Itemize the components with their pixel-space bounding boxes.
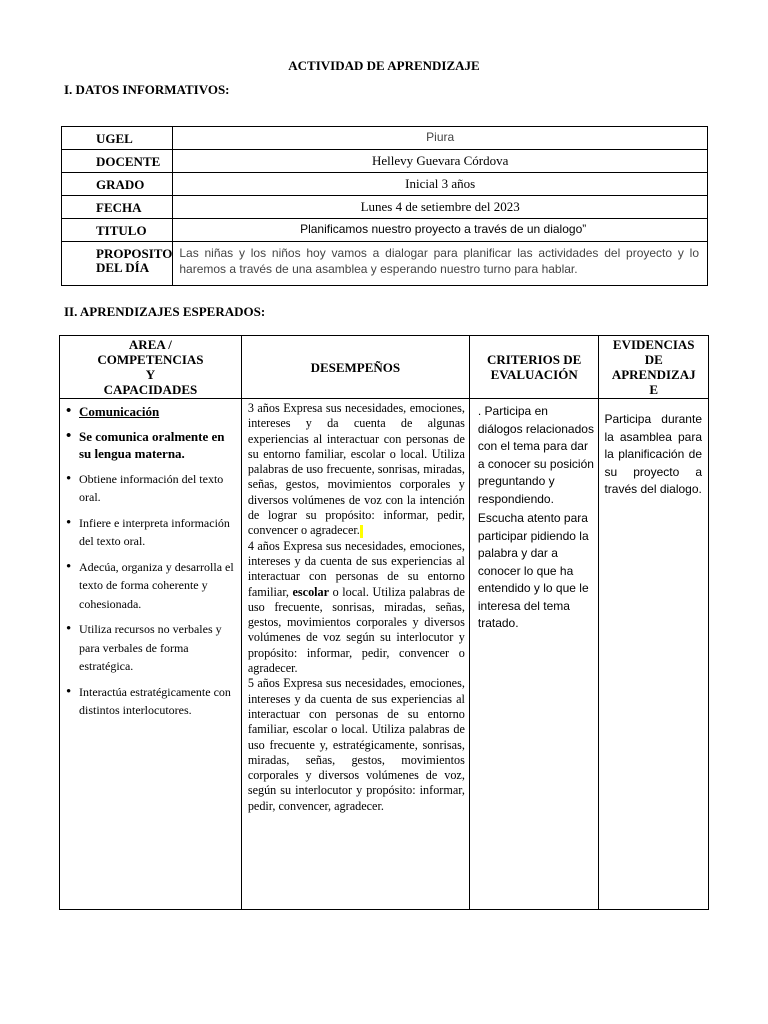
document-title: ACTIVIDAD DE APRENDIZAJE — [288, 58, 480, 73]
highlight-mark — [360, 525, 363, 538]
info-row-titulo — [62, 219, 708, 242]
capacidad-item: • Obtiene información del texto oral. — [66, 470, 237, 507]
info-value: Piura — [173, 127, 708, 150]
info-value: Inicial 3 años — [173, 173, 708, 196]
info-value: Planificamos nuestro proyecto a través de un dialogo” — [173, 219, 708, 242]
evidencias-cell — [599, 399, 709, 910]
desempenos-cell — [241, 399, 469, 910]
info-row-ugel — [62, 127, 708, 150]
info-table — [61, 126, 708, 286]
area-cell — [60, 399, 242, 910]
info-row-docente — [62, 150, 708, 173]
desempeno-4-anos: 4 años Expresa sus necesidades, emociones, intereses y da cuenta de sus experiencias al interactuar con personas de su entorno familiar, escolar o local. Utiliza palabras de uso frecuente, sonrisas, miradas, señas, gestos, movimientos corporales y diversos volúmenes de voz según su interlocutor y propósito: informar, pedir, convencer o agradecer. — [247, 538, 465, 676]
info-label: PROPOSITO DEL DÍA — [62, 242, 173, 286]
info-label: TITULO — [62, 219, 173, 242]
info-value: Hellevy Guevara Córdova — [173, 150, 708, 173]
info-value: Lunes 4 de setiembre del 2023 — [173, 196, 708, 219]
evidencia-text: Participa durante la asamblea para la planificación de su proyecto a través del dialogo. — [604, 412, 702, 496]
section-datos-informativos: I. DATOS INFORMATIVOS: — [64, 82, 230, 97]
area-name: • Comunicación — [66, 403, 237, 421]
info-value: Las niñas y los niños hoy vamos a dialogar para planificar las actividades del proyecto y lo haremos a través de una asamblea y esperando nuestro turno para hablar. — [173, 242, 708, 286]
capacidad-item: • Utiliza recursos no verbales y para verbales de forma estratégica. — [66, 620, 237, 676]
area-list — [66, 403, 237, 720]
criterio-item: . Participa en diálogos relacionados con el tema para dar a conocer su posición preguntando y respondiendo. — [477, 404, 594, 506]
info-label: FECHA — [62, 196, 173, 219]
learning-body-row — [60, 399, 709, 910]
learning-table — [59, 335, 709, 910]
learning-header-row — [60, 336, 709, 399]
info-row-grado — [62, 173, 708, 196]
info-row-fecha — [62, 196, 708, 219]
header-criterios: CRITERIOS DE EVALUACIÓN — [469, 336, 599, 399]
header-desempenos: DESEMPEÑOS — [241, 336, 469, 399]
info-label: DOCENTE — [62, 150, 173, 173]
desempeno-3-anos: 3 años Expresa sus necesidades, emociones, intereses y da cuenta de algunas experiencias al interactuar con personas de su entorno familiar, escolar o local. Utiliza palabras de uso frecuente, sonrisas, miradas, señas, gestos, movimientos corporales y diversos volúmenes de voz con la intención de lograr su propósito: informar, pedir, convencer o agradecer. — [247, 401, 465, 538]
capacidad-item: • Infiere e interpreta información del texto oral. — [66, 514, 237, 551]
criterios-cell — [469, 399, 599, 910]
info-row-proposito — [62, 242, 708, 286]
capacidad-item: • Adecúa, organiza y desarrolla el texto de forma coherente y cohesionada. — [66, 558, 237, 614]
desempeno-5-anos: 5 años Expresa sus necesidades, emociones, intereses y da cuenta de sus experiencias al interactuar con personas de su entorno familiar, escolar o local. Utiliza palabras de uso frecuente y, estratégicamente, sonrisas, miradas, señas, gestos, movimientos corporales y diversos volúmenes de voz, según su interlocutor y propósito: informar, pedir, convencer, agradecer. — [247, 676, 465, 813]
criterio-item: Escucha atento para participar pidiendo la palabra y dar a conocer lo que ha entendido y lo que le interesa del tema tratado. — [477, 511, 589, 630]
competencia: • Se comunica oralmente en su lengua materna. — [66, 428, 237, 463]
info-label: GRADO — [62, 173, 173, 196]
header-evidencias: EVIDENCIAS DE APRENDIZAJ E — [599, 336, 709, 399]
info-label: UGEL — [62, 127, 173, 150]
capacidad-item: • Interactúa estratégicamente con distintos interlocutores. — [66, 683, 237, 720]
header-area: AREA / COMPETENCIAS Y CAPACIDADES — [60, 336, 242, 399]
section-aprendizajes-esperados: II. APRENDIZAJES ESPERADOS: — [64, 304, 266, 319]
